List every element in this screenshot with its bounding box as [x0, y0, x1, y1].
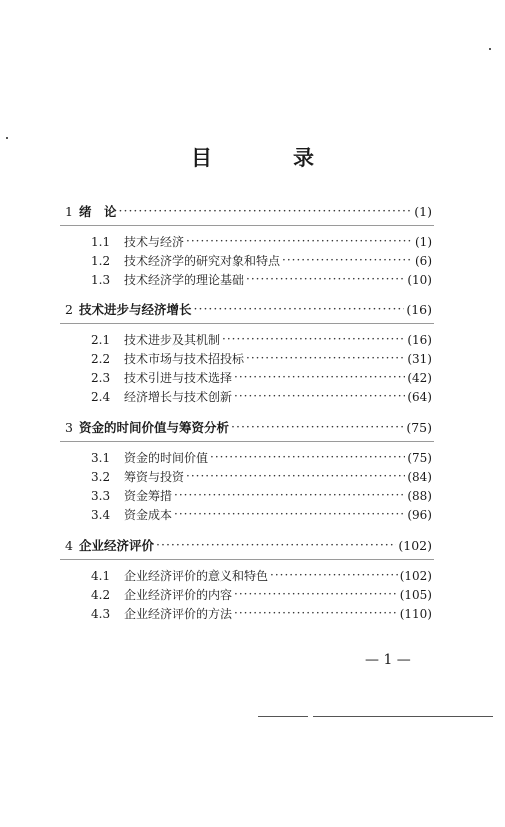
- section-page: (42): [407, 371, 432, 385]
- chapter-page: (1): [414, 204, 432, 219]
- toc-section-2-2[interactable]: [91, 351, 432, 367]
- dot-leader: [156, 537, 396, 553]
- scan-artifact-line: [313, 716, 493, 717]
- section-page: (6): [415, 254, 432, 268]
- section-title: 技术经济学的理论基础: [124, 273, 245, 287]
- chapter-page: (16): [406, 302, 432, 317]
- section-page: (84): [407, 470, 432, 484]
- section-number: 3.3: [91, 489, 111, 503]
- dot-leader: [231, 419, 404, 435]
- section-page: (64): [407, 390, 432, 404]
- section-title: 资金筹措: [124, 489, 173, 503]
- section-title: 技术市场与技术招投标: [124, 352, 245, 366]
- section-number: 3.1: [91, 451, 111, 465]
- chapter-divider: [60, 441, 434, 442]
- section-number: 3.4: [91, 508, 111, 522]
- section-title: 技术经济学的研究对象和特点: [124, 254, 281, 268]
- section-page: (96): [407, 508, 432, 522]
- footer-page-number: — 1 —: [365, 652, 411, 668]
- section-page: (10): [407, 273, 432, 287]
- dot-leader: [174, 487, 405, 503]
- section-title: 技术与经济: [124, 235, 185, 249]
- dot-leader: [234, 369, 405, 385]
- scan-speck: [6, 137, 8, 139]
- chapter-divider: [60, 225, 434, 226]
- toc-chapter-3[interactable]: [65, 420, 432, 436]
- scan-speck: [489, 48, 491, 50]
- section-number: 4.1: [91, 569, 111, 583]
- section-number: 1.3: [91, 273, 111, 287]
- section-title: 资金成本: [124, 508, 173, 522]
- section-title: 经济增长与技术创新: [124, 390, 233, 404]
- toc-section-1-2[interactable]: [91, 253, 432, 269]
- page-title: 目 录: [191, 145, 344, 170]
- toc-section-4-2[interactable]: [91, 587, 432, 603]
- toc-section-4-1[interactable]: [91, 568, 432, 584]
- section-number: 2.1: [91, 333, 111, 347]
- dot-leader: [246, 350, 405, 366]
- dot-leader: [282, 252, 412, 268]
- chapter-page: (75): [406, 420, 432, 435]
- dot-leader: [194, 301, 405, 317]
- section-title: 筹资与投资: [124, 470, 185, 484]
- chapter-title: 企业经济评价: [79, 538, 155, 553]
- section-page: (102): [399, 569, 432, 583]
- chapter-title: 资金的时间价值与筹资分析: [79, 420, 230, 435]
- section-number: 3.2: [91, 470, 111, 484]
- toc-chapter-2[interactable]: [65, 302, 432, 318]
- section-number: 4.2: [91, 588, 111, 602]
- section-page: (1): [415, 235, 432, 249]
- toc-section-3-2[interactable]: [91, 469, 432, 485]
- toc-section-3-1[interactable]: [91, 450, 432, 466]
- dot-leader: [234, 605, 398, 621]
- dot-leader: [234, 388, 405, 404]
- dot-leader: [270, 567, 398, 583]
- toc-section-1-1[interactable]: [91, 234, 432, 250]
- section-title: 技术引进与技术选择: [124, 371, 233, 385]
- section-page: (110): [399, 607, 432, 621]
- section-title: 技术进步及其机制: [124, 333, 221, 347]
- chapter-title: 绪 论: [79, 204, 117, 219]
- toc-section-3-3[interactable]: [91, 488, 432, 504]
- dot-leader: [210, 449, 405, 465]
- toc-section-4-3[interactable]: [91, 606, 432, 622]
- scan-artifact-line: [258, 716, 308, 717]
- chapter-number: 2: [65, 302, 73, 317]
- dot-leader: [246, 271, 405, 287]
- chapter-divider: [60, 559, 434, 560]
- dot-leader: [186, 233, 412, 249]
- section-title: 企业经济评价的内容: [124, 588, 233, 602]
- section-number: 4.3: [91, 607, 111, 621]
- chapter-divider: [60, 323, 434, 324]
- toc-chapter-4[interactable]: [65, 538, 432, 554]
- dot-leader: [222, 331, 405, 347]
- dot-leader: [174, 506, 405, 522]
- chapter-number: 4: [65, 538, 73, 553]
- chapter-page: (102): [398, 538, 432, 553]
- section-page: (105): [399, 588, 432, 602]
- dot-leader: [234, 586, 398, 602]
- section-page: (16): [407, 333, 432, 347]
- toc-section-2-3[interactable]: [91, 370, 432, 386]
- section-title: 企业经济评价的意义和特色: [124, 569, 269, 583]
- toc-section-1-3[interactable]: [91, 272, 432, 288]
- section-number: 2.2: [91, 352, 111, 366]
- toc-section-2-4[interactable]: [91, 389, 432, 405]
- section-title: 资金的时间价值: [124, 451, 209, 465]
- toc-chapter-1[interactable]: [65, 204, 432, 220]
- section-number: 1.1: [91, 235, 111, 249]
- chapter-number: 3: [65, 420, 73, 435]
- toc-section-3-4[interactable]: [91, 507, 432, 523]
- toc-section-2-1[interactable]: [91, 332, 432, 348]
- chapter-number: 1: [65, 204, 73, 219]
- section-number: 2.4: [91, 390, 111, 404]
- dot-leader: [186, 468, 405, 484]
- section-title: 企业经济评价的方法: [124, 607, 233, 621]
- section-number: 2.3: [91, 371, 111, 385]
- section-page: (75): [407, 451, 432, 465]
- dot-leader: [119, 203, 412, 219]
- section-number: 1.2: [91, 254, 111, 268]
- chapter-title: 技术进步与经济增长: [79, 302, 192, 317]
- section-page: (88): [407, 489, 432, 503]
- section-page: (31): [407, 352, 432, 366]
